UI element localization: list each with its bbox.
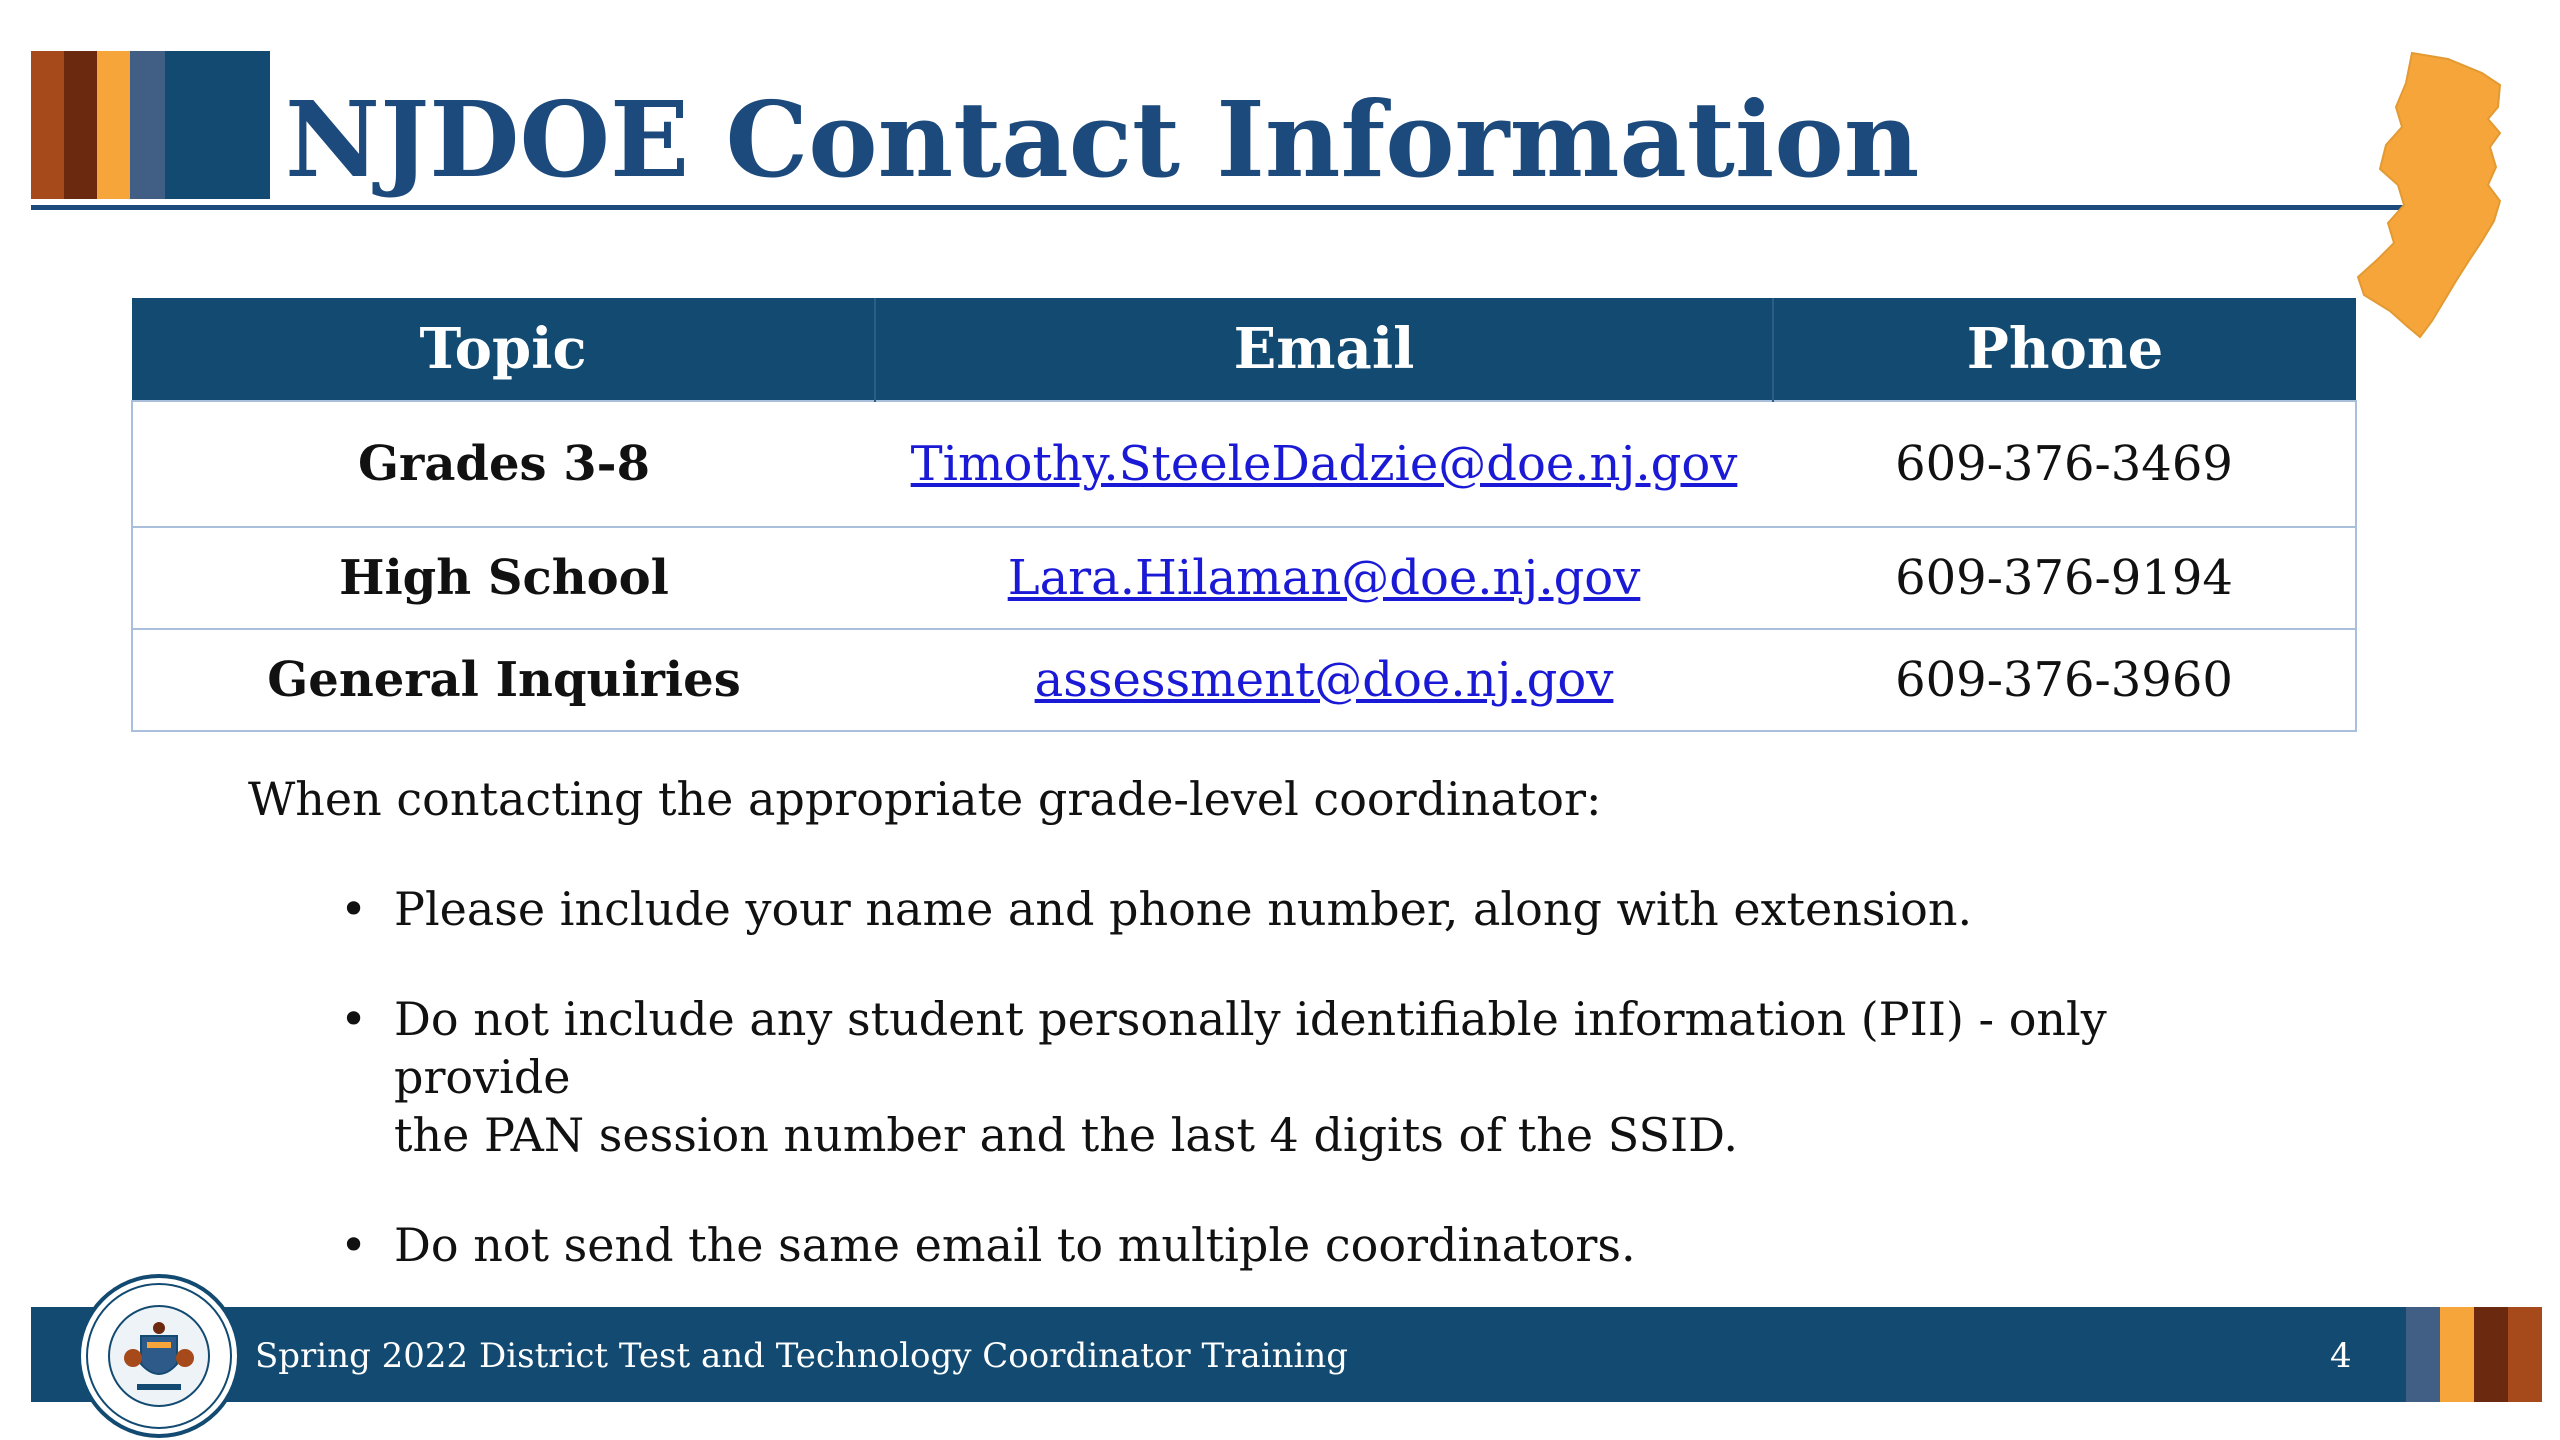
topic-cell: High School: [132, 527, 875, 629]
email-cell: [875, 527, 1773, 629]
list-item-text: Do not include any student personally identifiable information (PII) - only provide: [394, 992, 2107, 1104]
table-row: [132, 527, 2356, 629]
email-cell: [875, 629, 1773, 731]
column-header-topic: Topic: [132, 298, 875, 401]
bullet-icon: •: [340, 882, 368, 936]
list-item: [340, 880, 2240, 938]
phone-cell: 609-376-3960: [1773, 629, 2356, 731]
header-color-stripes: [31, 51, 270, 199]
topic-cell: General Inquiries: [132, 629, 875, 731]
phone-cell: 609-376-3469: [1773, 401, 2356, 527]
phone-cell: 609-376-9194: [1773, 527, 2356, 629]
contact-table: [131, 298, 2357, 732]
footer-color-stripes: [2406, 1307, 2542, 1402]
column-header-phone: Phone: [1773, 298, 2356, 401]
bullet-icon: •: [340, 1218, 368, 1272]
email-link[interactable]: Lara.Hilaman@doe.nj.gov: [1007, 550, 1641, 606]
email-link[interactable]: Timothy.SteeleDadzie@doe.nj.gov: [910, 436, 1738, 492]
slide-title: NJDOE Contact Information: [285, 78, 1920, 201]
topic-cell: Grades 3-8: [132, 401, 875, 527]
nj-doe-seal-icon: [75, 1272, 243, 1440]
table-row: [132, 629, 2356, 731]
table-header-row: [132, 298, 2356, 401]
intro-text: When contacting the appropriate grade-level coordinator:: [248, 772, 1602, 826]
email-link[interactable]: assessment@doe.nj.gov: [1034, 652, 1614, 708]
guidelines-list: [340, 880, 2240, 1326]
email-cell: [875, 401, 1773, 527]
list-item: [340, 1216, 2240, 1274]
new-jersey-map-icon: [2350, 45, 2530, 355]
footer-text: Spring 2022 District Test and Technology Coordinator Training: [255, 1336, 1348, 1376]
list-item-text: Do not send the same email to multiple coordinators.: [394, 1218, 1636, 1272]
list-item-text: Please include your name and phone number, along with extension.: [394, 882, 1973, 936]
table-row: [132, 401, 2356, 527]
list-item: [340, 990, 2240, 1164]
page-number: 4: [2330, 1336, 2352, 1376]
column-header-email: Email: [875, 298, 1773, 401]
title-underline: [31, 205, 2426, 210]
list-item-text-continued: the PAN session number and the last 4 digits of the SSID.: [394, 1108, 1739, 1162]
bullet-icon: •: [340, 992, 368, 1046]
